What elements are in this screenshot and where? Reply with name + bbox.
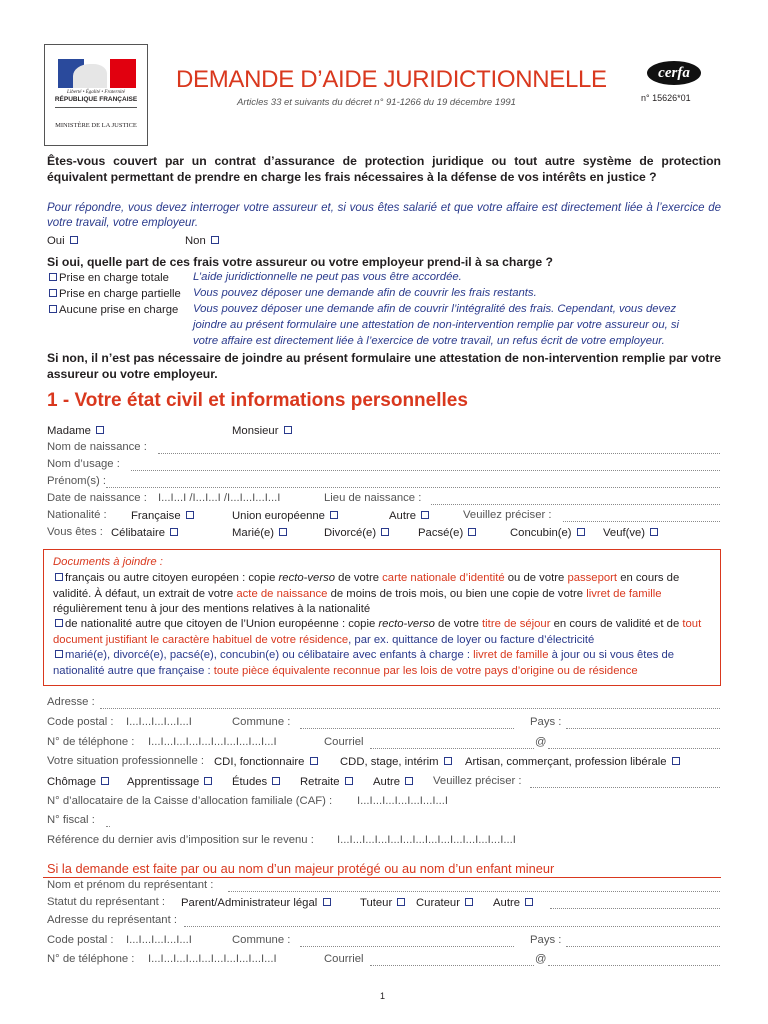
page-title: DEMANDE D’AIDE JURIDICTIONNELLE: [176, 66, 607, 93]
documents-title: Documents à joindre :: [53, 556, 163, 568]
cdi-option[interactable]: CDI, fonctionnaire: [214, 755, 320, 768]
avis-label: Référence du dernier avis d’imposition sur le revenu :: [47, 834, 314, 846]
rep-courriel-field-user[interactable]: [370, 965, 534, 966]
insurance-question: Êtes-vous couvert par un contrat d’assurance de protection juridique ou tout autre système de protection équivalent permettant de prendre en charge les frais nécessaires à la défense de vos intérêts en justice ?: [47, 154, 721, 184]
none-checkbox[interactable]: [49, 305, 57, 313]
rep-autre-checkbox[interactable]: [525, 898, 533, 906]
document-item-family: marié(e), divorcé(e), pacsé(e), concubin(e) ou célibataire avec enfants à charge : livret de famille à jour ou si vous êtes de nationalité autre que française : toute pièce équivalente reconnue par les lois de votre pays d’origine ou de résidence: [53, 649, 675, 677]
divorce-option[interactable]: Divorcé(e): [324, 526, 391, 539]
preciser-field[interactable]: [563, 521, 720, 522]
monsieur-checkbox[interactable]: [284, 426, 292, 434]
option-none-note-1: Vous pouvez déposer une demande afin de couvrir l’intégralité des frais. Cependant, vous devez: [193, 303, 677, 315]
nom-naissance-label: Nom de naissance :: [47, 441, 147, 453]
option-none-note-2: joindre au présent formulaire une attestation de non-intervention remplie par votre assureur ou, si: [193, 319, 680, 331]
etudes-checkbox[interactable]: [272, 777, 280, 785]
pacse-checkbox[interactable]: [468, 528, 476, 536]
logo-republic: RÉPUBLIQUE FRANÇAISE: [54, 96, 138, 103]
rep-pays-label: Pays :: [530, 934, 562, 946]
logo-motto: Liberté • Égalité • Fraternité: [67, 90, 125, 95]
rep-commune-field[interactable]: [300, 946, 514, 947]
celibataire-option[interactable]: Célibataire: [111, 526, 180, 539]
apprentissage-option[interactable]: Apprentissage: [127, 775, 214, 788]
option-partial-note: Vous pouvez déposer une demande afin de couvrir les frais restants.: [193, 287, 537, 299]
telephone-field[interactable]: I...I...I...I...I...I...I...I...I...I...I: [148, 736, 277, 748]
autre-nationalite-option[interactable]: Autre: [389, 509, 431, 522]
cerfa-number: n° 15626*01: [641, 93, 691, 103]
francaise-option[interactable]: Française: [131, 509, 196, 522]
pays-field[interactable]: [566, 728, 720, 729]
date-naissance-field[interactable]: I...I...I /I...I...I /I...I...I...I...I: [158, 492, 281, 504]
autre-situation-option[interactable]: Autre: [373, 775, 415, 788]
ue-checkbox[interactable]: [330, 511, 338, 519]
pays-label: Pays :: [530, 716, 562, 728]
document-item-european: français ou autre citoyen européen : copie recto-verso de votre carte nationale d’identité ou de votre passeport en cours de validité. À défaut, un extrait de votre acte de naissance de moins de trois mois, ou bien une copie de votre livret de famille régulièrement tenu à jour des mentions relatives à la nationalité: [53, 572, 680, 615]
fiscal-field[interactable]: [106, 826, 110, 827]
autre-nationalite-checkbox[interactable]: [421, 511, 429, 519]
nom-usage-label: Nom d’usage :: [47, 458, 120, 470]
at-sign: @: [535, 736, 547, 748]
veuf-checkbox[interactable]: [650, 528, 658, 536]
rep-telephone-field[interactable]: I...I...I...I...I...I...I...I...I...I...I: [148, 953, 277, 965]
option-partial[interactable]: Prise en charge partielle: [47, 287, 181, 300]
total-checkbox[interactable]: [49, 273, 57, 281]
artisan-option[interactable]: Artisan, commerçant, profession libérale: [465, 755, 682, 768]
francaise-checkbox[interactable]: [186, 511, 194, 519]
situation-label: Votre situation professionnelle :: [47, 755, 204, 767]
parent-option[interactable]: Parent/Administrateur légal: [181, 896, 333, 909]
rep-telephone-label: N° de téléphone :: [47, 953, 135, 965]
non-european-checkbox[interactable]: [55, 619, 63, 627]
fiscal-label: N° fiscal :: [47, 814, 95, 826]
republique-logo: [44, 44, 148, 146]
logo-ministry: MINISTÈRE DE LA JUSTICE: [55, 122, 137, 129]
veuf-option[interactable]: Veuf(ve): [603, 526, 660, 539]
page-number: 1: [380, 991, 386, 1001]
family-checkbox[interactable]: [55, 650, 63, 658]
rep-code-postal-label: Code postal :: [47, 934, 114, 946]
rep-courriel-label: Courriel: [324, 953, 364, 965]
prenoms-label: Prénom(s) :: [47, 475, 107, 487]
date-naissance-label: Date de naissance :: [47, 492, 147, 504]
if-no-note: Si non, il n’est pas nécessaire de joindre au présent formulaire une attestation de non-intervention remplie par votre assureur ou votre employeur.: [47, 351, 721, 381]
preciser-label: Veuillez préciser :: [463, 509, 552, 521]
courriel-field-domain[interactable]: [548, 748, 720, 749]
apprentissage-checkbox[interactable]: [204, 777, 212, 785]
celibataire-checkbox[interactable]: [170, 528, 178, 536]
european-checkbox[interactable]: [55, 573, 63, 581]
nom-naissance-field[interactable]: [158, 453, 720, 454]
telephone-label: N° de téléphone :: [47, 736, 135, 748]
monsieur-option[interactable]: Monsieur: [232, 424, 294, 437]
marie-checkbox[interactable]: [279, 528, 287, 536]
preciser-situation-field[interactable]: [530, 787, 720, 788]
artisan-checkbox[interactable]: [672, 757, 680, 765]
madame-checkbox[interactable]: [96, 426, 104, 434]
lieu-naissance-field[interactable]: [431, 504, 720, 505]
code-postal-label: Code postal :: [47, 716, 114, 728]
option-total-note: L’aide juridictionnelle ne peut pas vous être accordée.: [193, 271, 462, 283]
option-total[interactable]: Prise en charge totale: [47, 271, 169, 284]
adresse-field[interactable]: [100, 708, 720, 709]
rep-autre-option[interactable]: Autre: [493, 896, 535, 909]
vous-etes-label: Vous êtes :: [47, 526, 103, 538]
curateur-option[interactable]: Curateur: [416, 896, 475, 909]
oui-option[interactable]: Oui: [47, 234, 80, 247]
courriel-field-user[interactable]: [370, 748, 534, 749]
retraite-checkbox[interactable]: [345, 777, 353, 785]
rep-commune-label: Commune :: [232, 934, 291, 946]
rep-nom-label: Nom et prénom du représentant :: [47, 879, 214, 891]
adresse-label: Adresse :: [47, 696, 95, 708]
non-option[interactable]: Non: [185, 234, 221, 247]
cdd-option[interactable]: CDD, stage, intérim: [340, 755, 454, 768]
madame-option[interactable]: Madame: [47, 424, 106, 437]
caf-label: N° d’allocataire de la Caisse d’allocation familiale (CAF) :: [47, 795, 333, 807]
caf-field[interactable]: I...I...I...I...I...I...I...I: [357, 795, 449, 807]
concubin-option[interactable]: Concubin(e): [510, 526, 587, 539]
page-subtitle: Articles 33 et suivants du décret n° 91-1266 du 19 décembre 1991: [237, 97, 516, 108]
partial-checkbox[interactable]: [49, 289, 57, 297]
rep-courriel-field-domain[interactable]: [548, 965, 720, 966]
rep-adresse-field[interactable]: [184, 926, 720, 927]
chomage-checkbox[interactable]: [101, 777, 109, 785]
retraite-option[interactable]: Retraite: [300, 775, 355, 788]
tuteur-option[interactable]: Tuteur: [360, 896, 407, 909]
preciser-situation-label: Veuillez préciser :: [433, 775, 522, 787]
divorce-checkbox[interactable]: [381, 528, 389, 536]
lieu-naissance-label: Lieu de naissance :: [324, 492, 422, 504]
rep-at-sign: @: [535, 953, 547, 965]
commune-label: Commune :: [232, 716, 291, 728]
avis-field[interactable]: I...I...I...I...I...I...I...I...I...I...I...I...I...I...I: [337, 834, 516, 846]
commune-field[interactable]: [300, 728, 514, 729]
pacse-option[interactable]: Pacsé(e): [418, 526, 478, 539]
non-checkbox[interactable]: [211, 236, 219, 244]
etudes-option[interactable]: Études: [232, 775, 282, 788]
rep-adresse-label: Adresse du représentant :: [47, 914, 177, 926]
option-none[interactable]: Aucune prise en charge: [47, 303, 178, 316]
rep-nom-field[interactable]: [228, 891, 720, 892]
nom-usage-field[interactable]: [131, 470, 720, 471]
rep-statut-label: Statut du représentant :: [47, 896, 166, 908]
marie-option[interactable]: Marié(e): [232, 526, 289, 539]
courriel-label: Courriel: [324, 736, 364, 748]
cdi-checkbox[interactable]: [310, 757, 318, 765]
cdd-checkbox[interactable]: [444, 757, 452, 765]
autre-situation-checkbox[interactable]: [405, 777, 413, 785]
marianne-profile-icon: [73, 64, 107, 88]
parent-checkbox[interactable]: [323, 898, 331, 906]
ue-option[interactable]: Union européenne: [232, 509, 340, 522]
rep-autre-field[interactable]: [550, 908, 720, 909]
code-postal-field[interactable]: I...I...I...I...I...I: [126, 716, 192, 728]
nationalite-label: Nationalité :: [47, 509, 107, 521]
document-item-non-european: de nationalité autre que citoyen de l’Union européenne : copie recto-verso de votre titre de séjour en cours de validité et de tout document justifiant le caractère habituel de votre résidence, par ex. quittance de loyer ou facture d’électricité: [53, 618, 702, 646]
tuteur-checkbox[interactable]: [397, 898, 405, 906]
concubin-checkbox[interactable]: [577, 528, 585, 536]
rep-pays-field[interactable]: [566, 946, 720, 947]
oui-checkbox[interactable]: [70, 236, 78, 244]
coverage-question: Si oui, quelle part de ces frais votre assureur ou votre employeur prend-il à sa charge ?: [47, 255, 553, 269]
section-1-title: 1 - Votre état civil et informations personnelles: [47, 390, 468, 411]
representative-title: Si la demande est faite par ou au nom d’un majeur protégé ou au nom d’un enfant mineur: [47, 861, 555, 876]
rep-code-postal-field[interactable]: I...I...I...I...I...I: [126, 934, 192, 946]
option-none-note-3: votre affaire est directement liée à l’exercice de votre travail, un refus écrit de votre employeur.: [193, 335, 665, 347]
curateur-checkbox[interactable]: [465, 898, 473, 906]
chomage-option[interactable]: Chômage: [47, 775, 111, 788]
cerfa-logo: cerfa: [647, 61, 701, 85]
prenoms-field[interactable]: [106, 487, 720, 488]
insurance-help: Pour répondre, vous devez interroger votre assureur et, si vous êtes salarié et que votre affaire est directement liée à l’exercice de votre travail, votre employeur.: [47, 202, 721, 229]
